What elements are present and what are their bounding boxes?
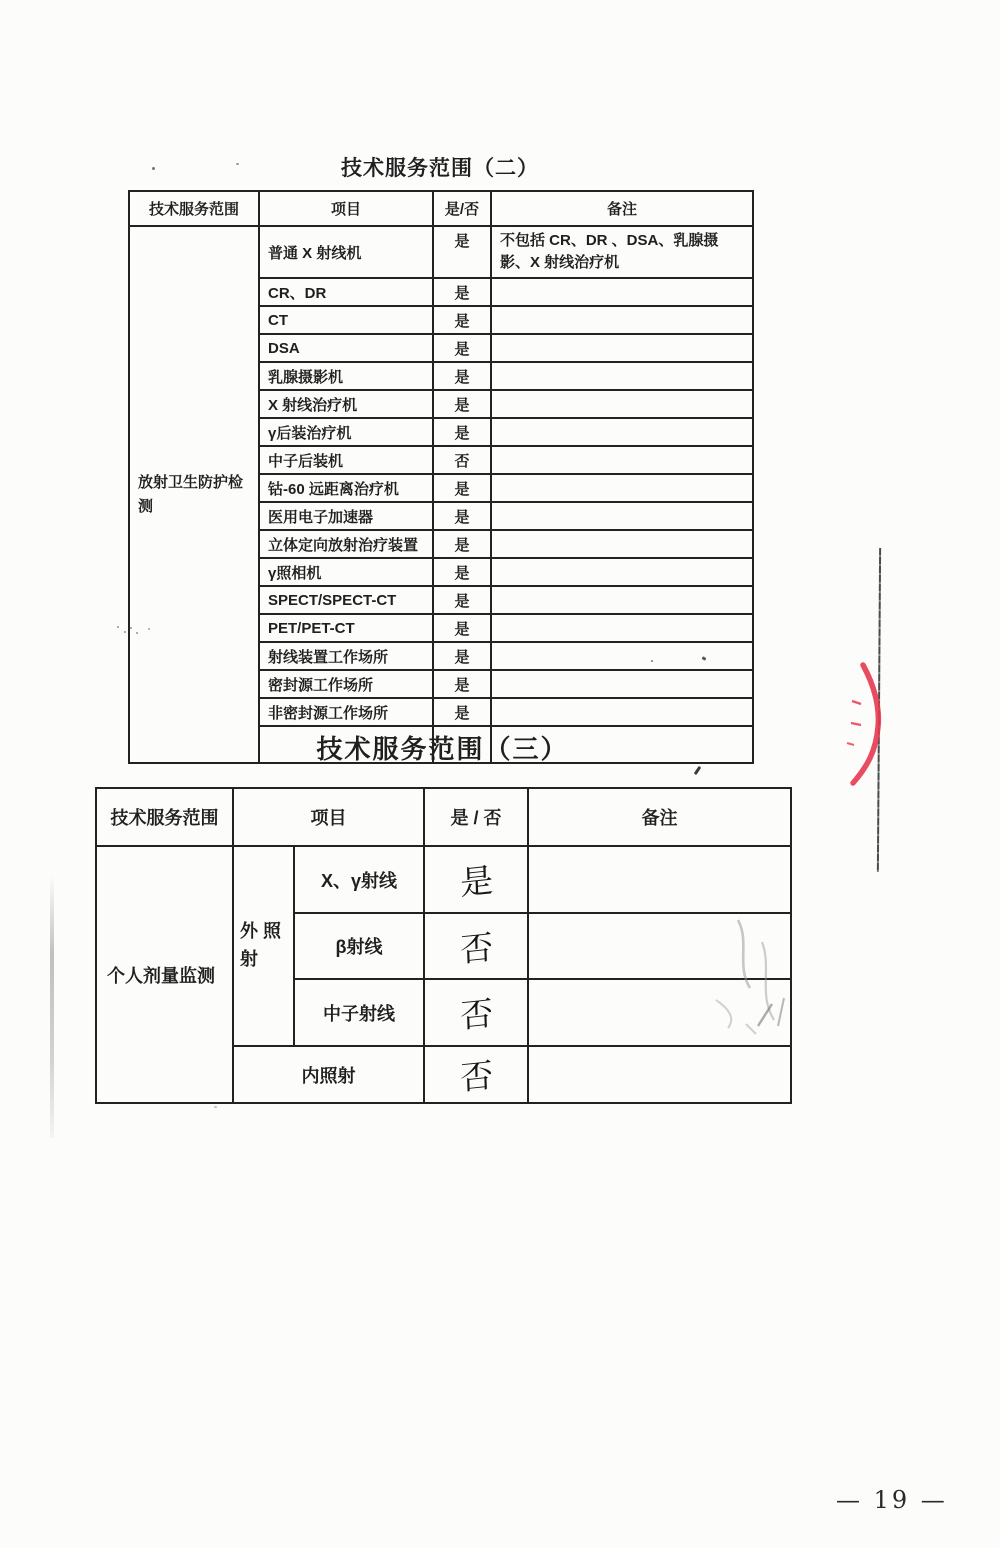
cell-item: 医用电子加速器 bbox=[259, 502, 433, 530]
header-scope: 技术服务范围 bbox=[129, 191, 259, 226]
cell-item: 内照射 bbox=[233, 1046, 424, 1103]
scope-cell: 个人剂量监测 bbox=[96, 846, 233, 1103]
cell-item: CT bbox=[259, 306, 433, 334]
ink-tick bbox=[694, 766, 702, 775]
cell-item: SPECT/SPECT-CT bbox=[259, 586, 433, 614]
cell-remark bbox=[491, 502, 753, 530]
handwritten-no-mark: 否 bbox=[458, 1055, 494, 1098]
cell-item: DSA bbox=[259, 334, 433, 362]
cell-item: 射线装置工作场所 bbox=[259, 642, 433, 670]
cell-yesno: 是 bbox=[433, 698, 491, 726]
cell-yesno: 是 bbox=[433, 334, 491, 362]
header-item: 项目 bbox=[259, 191, 433, 226]
cell-yesno-handwritten bbox=[424, 913, 528, 979]
cell-yesno: 否 bbox=[433, 446, 491, 474]
cell-yesno: 是 bbox=[433, 530, 491, 558]
cell-item: PET/PET-CT bbox=[259, 614, 433, 642]
cell-remark bbox=[491, 306, 753, 334]
cell-yesno: 是 bbox=[433, 642, 491, 670]
cell-item: 中子射线 bbox=[294, 979, 424, 1046]
header-remark: 备注 bbox=[528, 788, 791, 846]
section1-title: 技术服务范围（二） bbox=[341, 157, 539, 180]
cell-item: γ照相机 bbox=[259, 558, 433, 586]
cell-yesno: 是 bbox=[433, 362, 491, 390]
cell-yesno-handwritten bbox=[424, 846, 528, 913]
cell-item: 钴-60 远距离治疗机 bbox=[259, 474, 433, 502]
cell-remark bbox=[491, 418, 753, 446]
ink-dot bbox=[130, 627, 132, 629]
cell-yesno: 是 bbox=[433, 474, 491, 502]
ink-dot bbox=[152, 167, 155, 170]
cell-remark bbox=[491, 446, 753, 474]
cell-remark bbox=[491, 530, 753, 558]
ink-dot bbox=[136, 632, 138, 634]
cell-remark bbox=[491, 670, 753, 698]
cell-yesno: 是 bbox=[433, 278, 491, 306]
header-item: 项目 bbox=[233, 788, 424, 846]
cell-remark bbox=[528, 846, 791, 913]
ink-dot bbox=[236, 163, 239, 165]
cell-remark bbox=[491, 334, 753, 362]
header-remark: 备注 bbox=[491, 191, 753, 226]
cell-item: X、γ射线 bbox=[294, 846, 424, 913]
service-scope-table-2 bbox=[128, 190, 754, 764]
pencil-smudge bbox=[676, 908, 792, 1040]
page-number: — 19 — bbox=[836, 1486, 948, 1514]
cell-item: 乳腺摄影机 bbox=[259, 362, 433, 390]
table-header-row bbox=[96, 788, 791, 846]
ink-dot bbox=[117, 626, 119, 628]
cell-yesno: 是 bbox=[433, 558, 491, 586]
cell-item: β射线 bbox=[294, 913, 424, 979]
cell-yesno: 是 bbox=[433, 226, 491, 278]
external-irradiation-cell: 外 照 射 bbox=[233, 846, 294, 1046]
cell-item: 非密封源工作场所 bbox=[259, 698, 433, 726]
handwritten-no-mark: 否 bbox=[458, 926, 494, 970]
red-seal-mark bbox=[838, 655, 890, 790]
table-header-row bbox=[129, 191, 753, 226]
handwritten-yes-mark: 是 bbox=[458, 860, 494, 903]
cell-item: 中子后装机 bbox=[259, 446, 433, 474]
section2-title: 技术服务范围（三） bbox=[316, 734, 569, 764]
cell-remark bbox=[491, 558, 753, 586]
cell-yesno: 是 bbox=[433, 586, 491, 614]
table-row bbox=[129, 226, 753, 278]
ink-dot bbox=[124, 631, 126, 633]
cell-remark bbox=[491, 614, 753, 642]
cell-item: 密封源工作场所 bbox=[259, 670, 433, 698]
cell-remark bbox=[491, 362, 753, 390]
cell-yesno: 是 bbox=[433, 418, 491, 446]
scope-cell bbox=[129, 226, 259, 763]
cell-item: X 射线治疗机 bbox=[259, 390, 433, 418]
cell-yesno: 是 bbox=[433, 614, 491, 642]
cell-yesno-handwritten bbox=[424, 979, 528, 1046]
header-scope: 技术服务范围 bbox=[96, 788, 233, 846]
handwritten-no-mark: 否 bbox=[458, 993, 494, 1036]
ink-dot bbox=[214, 1106, 217, 1108]
cell-yesno: 是 bbox=[433, 390, 491, 418]
cell-remark bbox=[491, 474, 753, 502]
header-yes-no: 是 / 否 bbox=[424, 788, 528, 846]
cell-item: 立体定向放射治疗装置 bbox=[259, 530, 433, 558]
cell-remark bbox=[491, 390, 753, 418]
cell-remark bbox=[491, 698, 753, 726]
page-fold-shadow bbox=[50, 876, 54, 1138]
cell-remark bbox=[491, 642, 753, 670]
cell-remark: 不包括 CR、DR 、DSA、乳腺摄影、X 射线治疗机 bbox=[491, 226, 753, 278]
scope-label: 放射卫生防护检测 bbox=[138, 473, 244, 515]
table-row bbox=[96, 846, 791, 913]
cell-item: γ后装治疗机 bbox=[259, 418, 433, 446]
cell-remark bbox=[491, 278, 753, 306]
cell-remark bbox=[528, 1046, 791, 1103]
cell-remark bbox=[491, 586, 753, 614]
cell-yesno: 是 bbox=[433, 670, 491, 698]
ink-dot bbox=[651, 660, 653, 662]
cell-yesno: 是 bbox=[433, 306, 491, 334]
cell-yesno: 是 bbox=[433, 502, 491, 530]
cell-yesno-handwritten bbox=[424, 1046, 528, 1103]
header-yes-no: 是/否 bbox=[433, 191, 491, 226]
cell-item: CR、DR bbox=[259, 278, 433, 306]
ink-dot bbox=[148, 628, 150, 630]
cell-item: 普通 X 射线机 bbox=[259, 226, 433, 278]
